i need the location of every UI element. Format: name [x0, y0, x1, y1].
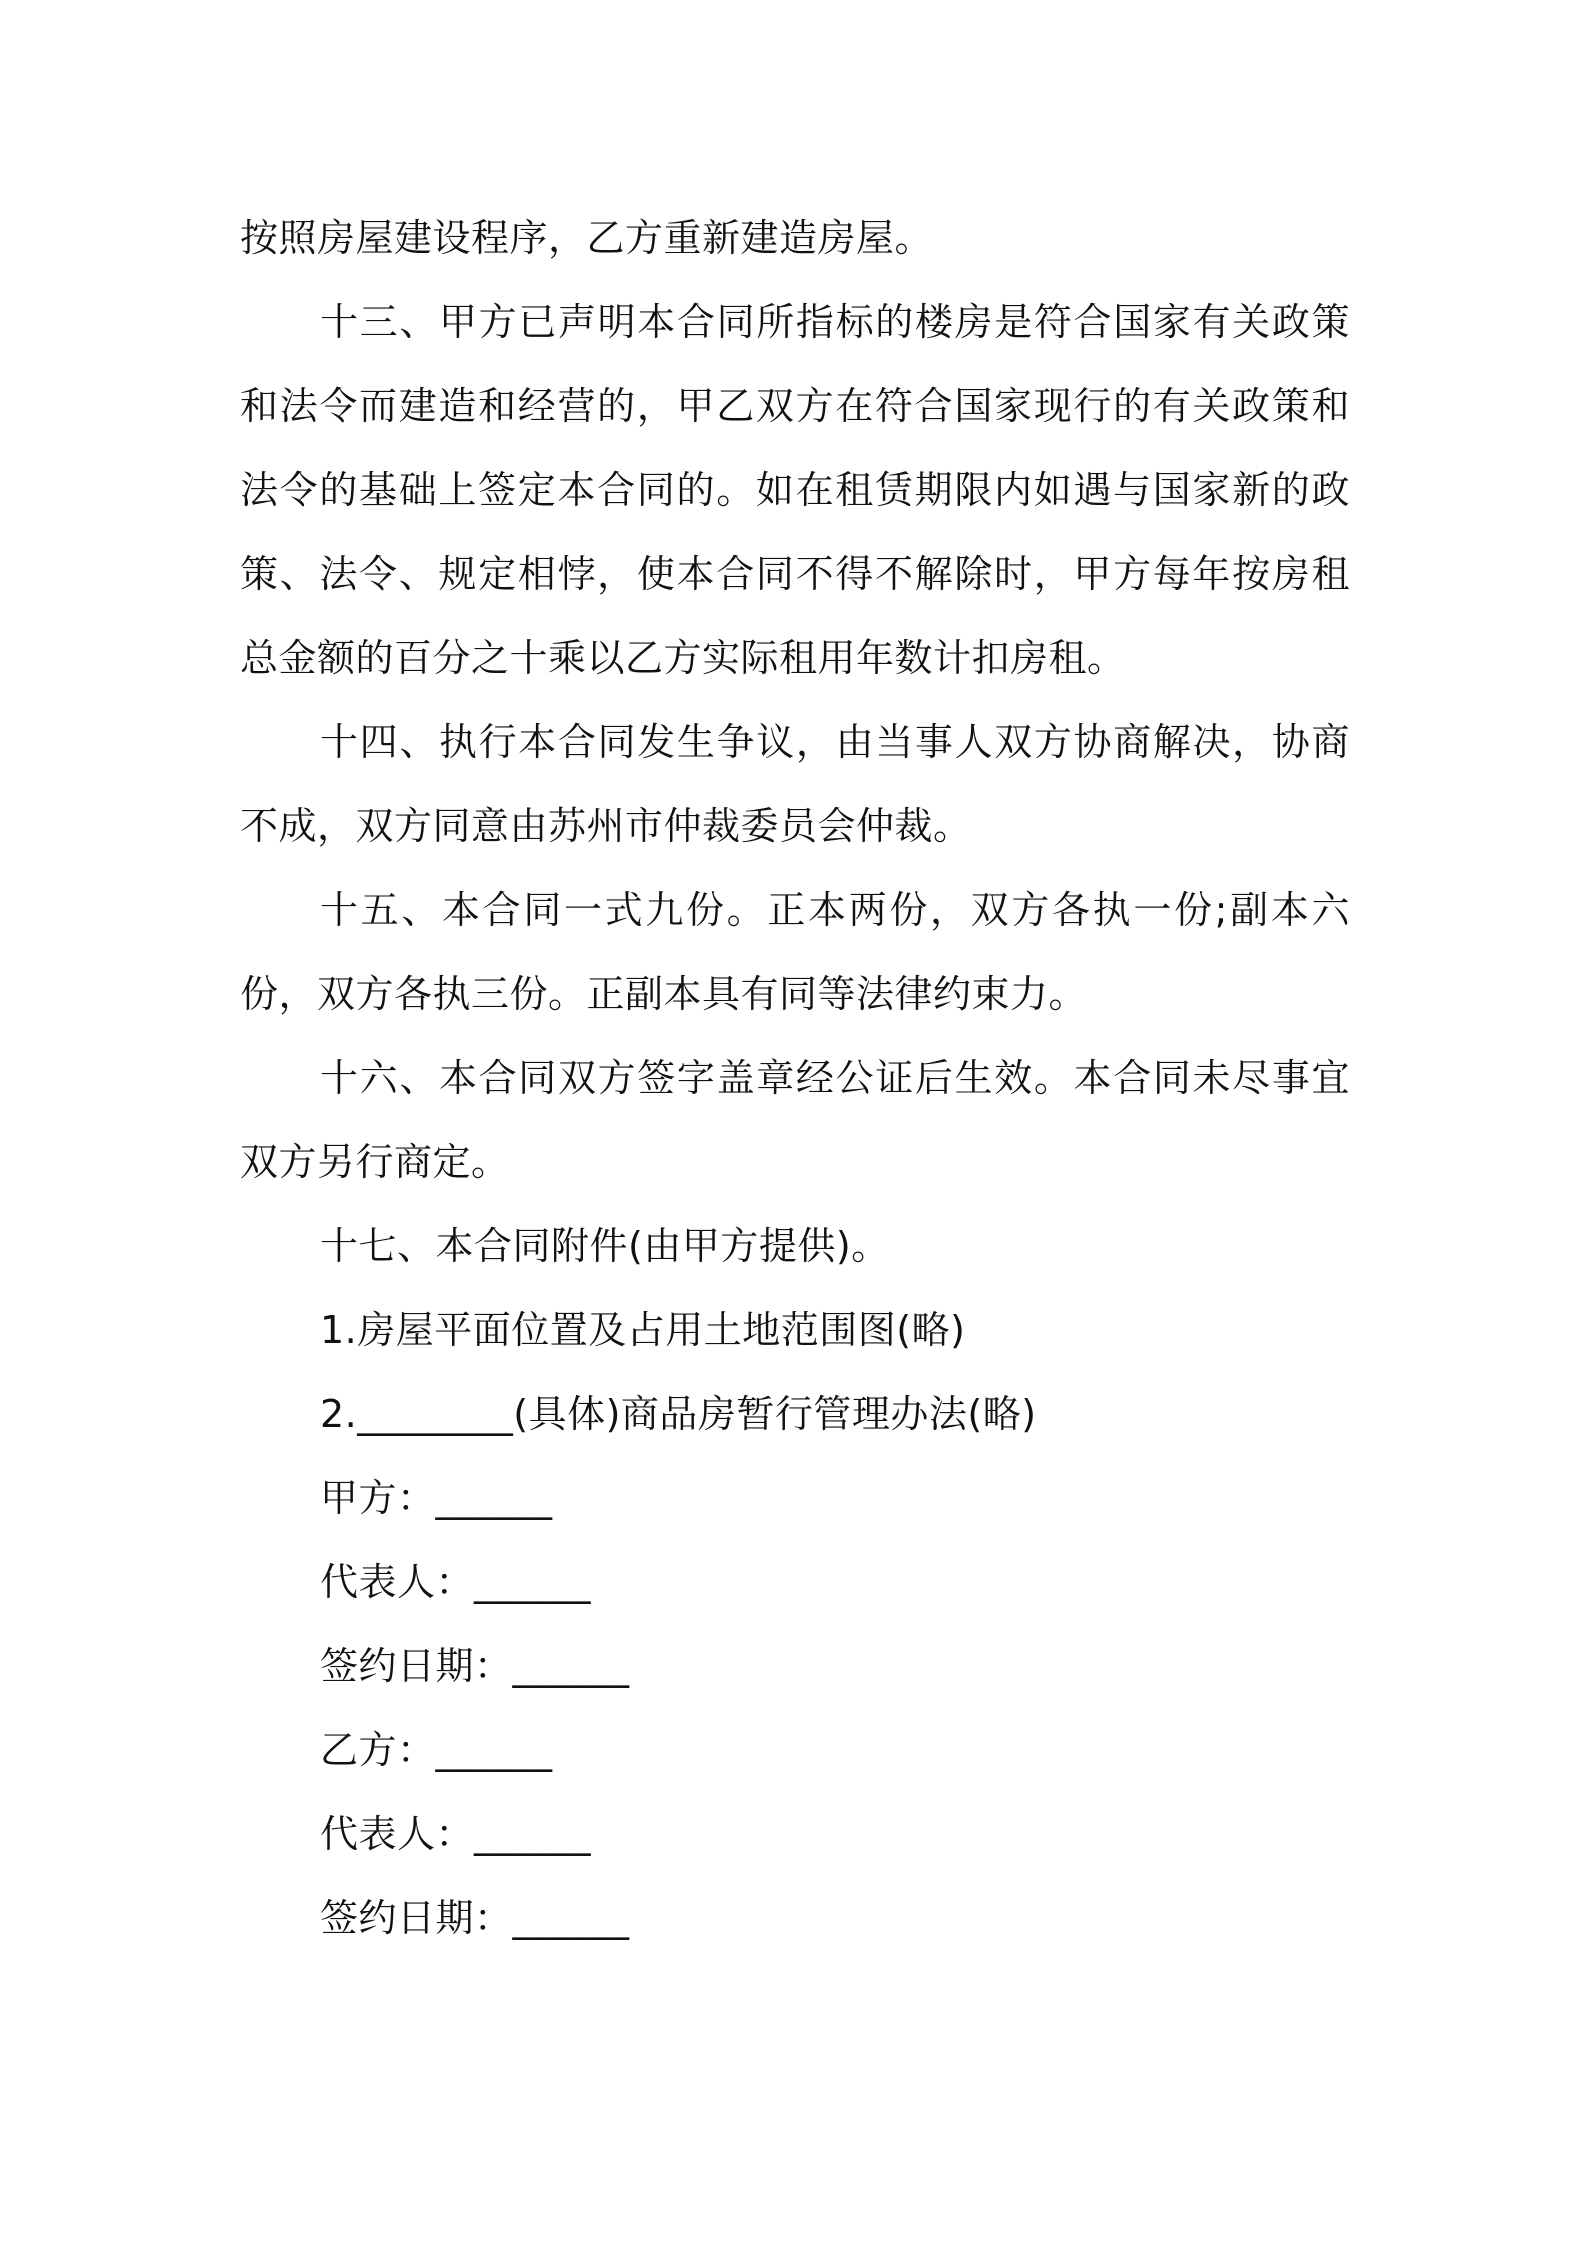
party-a-signature: 甲方：______ — [320, 1476, 553, 1520]
party-b-representative: 代表人：______ — [320, 1812, 592, 1856]
clause-15: 十五、本合同一式九份。正本两份，双方各执一份;副本六份，双方各执三份。正副本具有同等法律约束力。 — [240, 888, 1350, 1016]
document-body — [240, 196, 1350, 1960]
clause-14: 十四、执行本合同发生争议，由当事人双方协商解决，协商不成，双方同意由苏州市仲裁委员会仲裁。 — [240, 720, 1350, 848]
clause-16: 十六、本合同双方签字盖章经公证后生效。本合同未尽事宜双方另行商定。 — [240, 1056, 1350, 1184]
attachment-1: 1.房屋平面位置及占用土地范围图(略) — [320, 1308, 966, 1352]
party-a-representative: 代表人：______ — [320, 1560, 592, 1604]
attachment-2: 2.________(具体)商品房暂行管理办法(略) — [320, 1392, 1037, 1436]
party-a-sign-date: 签约日期：______ — [320, 1644, 630, 1688]
clause-17: 十七、本合同附件(由甲方提供)。 — [320, 1224, 890, 1268]
party-b-signature: 乙方：______ — [320, 1728, 553, 1772]
paragraph-continuation: 按照房屋建设程序，乙方重新建造房屋。 — [240, 216, 934, 260]
clause-13: 十三、甲方已声明本合同所指标的楼房是符合国家有关政策和法令而建造和经营的，甲乙双方在符合国家现行的有关政策和法令的基础上签定本合同的。如在租赁期限内如遇与国家新的政策、法令、规定相悖，使本合同不得不解除时，甲方每年按房租总金额的百分之十乘以乙方实际租用年数计扣房租。 — [240, 300, 1350, 680]
party-b-sign-date: 签约日期：______ — [320, 1896, 630, 1940]
